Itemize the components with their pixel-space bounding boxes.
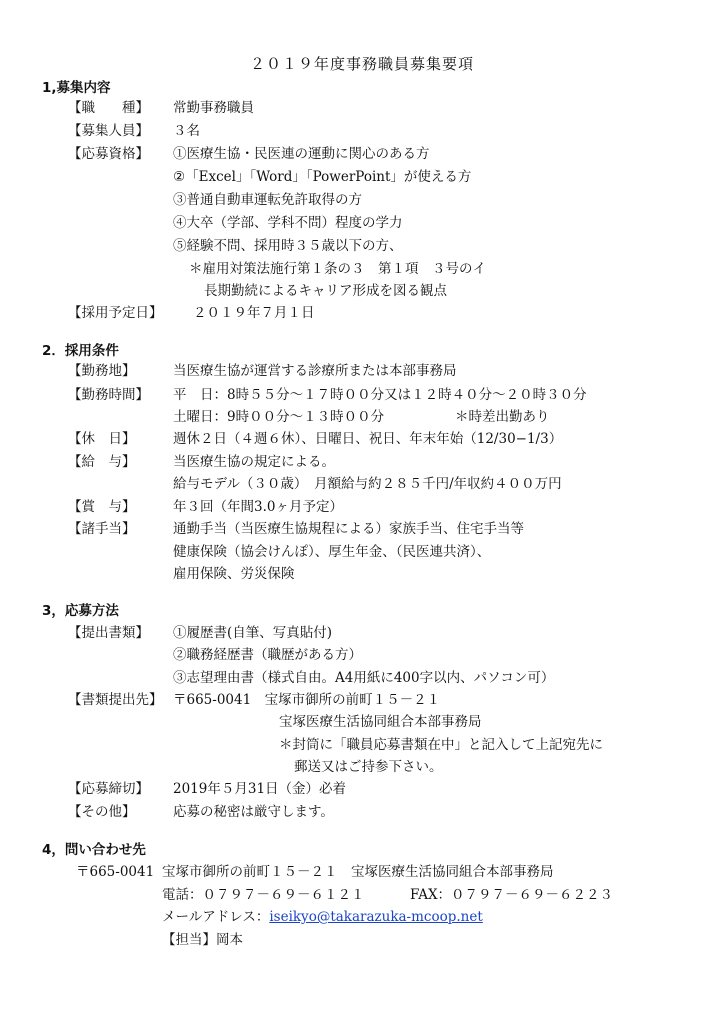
qualification-item: ②「Excel」「Word」「PowerPoint」が使える方 (173, 169, 472, 185)
document-item: ②職務経歴書（職歴がある方） (173, 647, 362, 663)
document-item: ①履歴書(自筆、写真貼付) (173, 625, 333, 641)
qualification-item: ③普通自動車運転免許取得の方 (173, 192, 362, 208)
hours-label: 【勤務時間】 (68, 387, 149, 403)
salary-label: 【給 与】 (68, 454, 136, 470)
workplace-label: 【勤務地】 (68, 363, 136, 379)
destination-note: ＊封筒に「職員応募書類在中」と記入して上記宛先に (279, 737, 603, 753)
allowance-line: 健康保険（協会けんぽ）、厚生年金、（民医連共済）、 (173, 544, 491, 560)
document-item: ③志望理由書（様式自由。A4用紙に400字以内、パソコン可） (173, 670, 555, 686)
document-title: ２０１９年度事務職員募集要項 (249, 55, 474, 73)
job-type-label: 【職 種】 (68, 100, 149, 116)
headcount-value: ３名 (173, 123, 200, 139)
contact-fax: FAX：０７９７－６９－６２２３ (410, 887, 614, 903)
start-date-value: ２０１９年７月１日 (193, 305, 315, 321)
holiday-label: 【休 日】 (68, 431, 136, 447)
deadline-label: 【応募締切】 (68, 781, 149, 797)
allowance-line: 雇用保険、労災保険 (173, 566, 295, 582)
workplace-value: 当医療生協が運営する診療所または本部事務局 (173, 363, 457, 379)
holiday-value: 週休２日（４週６休）、日曜日、祝日、年末年始（12/30−1/3） (173, 431, 563, 447)
destination-label: 【書類提出先】 (68, 692, 163, 708)
contact-person: 【担当】岡本 (162, 932, 243, 948)
qualification-label: 【応募資格】 (68, 146, 149, 162)
salary-value: 当医療生協の規定による。 (173, 454, 335, 470)
job-type-value: 常勤事務職員 (173, 100, 254, 116)
destination-note: 郵送又はご持参下さい。 (294, 759, 443, 775)
qualification-item: ①医療生協・民医連の運動に関心のある方 (173, 146, 430, 162)
hours-note: ＊時差出勤あり (455, 409, 550, 425)
bonus-label: 【賞 与】 (68, 499, 136, 515)
hours-saturday: 土曜日：9時００分～１３時００分 (173, 409, 385, 425)
headcount-label: 【募集人員】 (68, 123, 149, 139)
section-4-heading: 4，問い合わせ先 (42, 842, 146, 858)
other-value: 応募の秘密は厳守します。 (173, 804, 334, 820)
salary-model: 給与モデル（３０歳） 月額給与約２８５千円/年収約４００万円 (173, 476, 562, 492)
other-label: 【その他】 (68, 804, 136, 820)
allowance-label: 【諸手当】 (68, 521, 136, 537)
contact-email-row (162, 907, 483, 927)
destination-organization: 宝塚医療生活協同組合本部事務局 (279, 714, 482, 730)
documents-label: 【提出書類】 (68, 625, 149, 641)
start-date-label: 【採用予定日】 (68, 305, 163, 321)
deadline-value: 2019年５月31日（金）必着 (173, 781, 347, 797)
contact-address: 宝塚市御所の前町１５－２１ 宝塚医療生活協同組合本部事務局 (162, 864, 554, 880)
section-1-heading: 1,募集内容 (42, 80, 111, 96)
section-3-heading: 3，応募方法 (42, 603, 119, 619)
section-2-heading: 2．採用条件 (42, 343, 119, 359)
allowance-line: 通勤手当（当医療生協規程による）家族手当、住宅手当等 (173, 521, 524, 537)
qualification-note: 長期勤続によるキャリア形成を図る観点 (204, 283, 447, 299)
destination-address: 〒665-0041 宝塚市御所の前町１５－２１ (173, 692, 441, 708)
hours-weekday: 平 日：8時５５分～１７時００分又は１２時４０分～２０時３０分 (173, 387, 587, 403)
contact-phone: 電話：０７９７－６９－６１２１ (162, 887, 365, 903)
qualification-note: ＊雇用対策法施行第１条の３ 第１項 ３号のイ (189, 261, 486, 277)
bonus-value: 年３回（年間3.0ヶ月予定） (173, 499, 343, 515)
contact-postal-code: 〒665-0041 (76, 864, 155, 880)
email-link[interactable]: iseikyo@takarazuka-mcoop.net (269, 909, 483, 925)
email-label: メールアドレス： (162, 909, 270, 925)
qualification-item: ④大卒（学部、学科不問）程度の学力 (173, 215, 403, 231)
qualification-item: ⑤経験不問、採用時３５歳以下の方、 (173, 238, 403, 254)
